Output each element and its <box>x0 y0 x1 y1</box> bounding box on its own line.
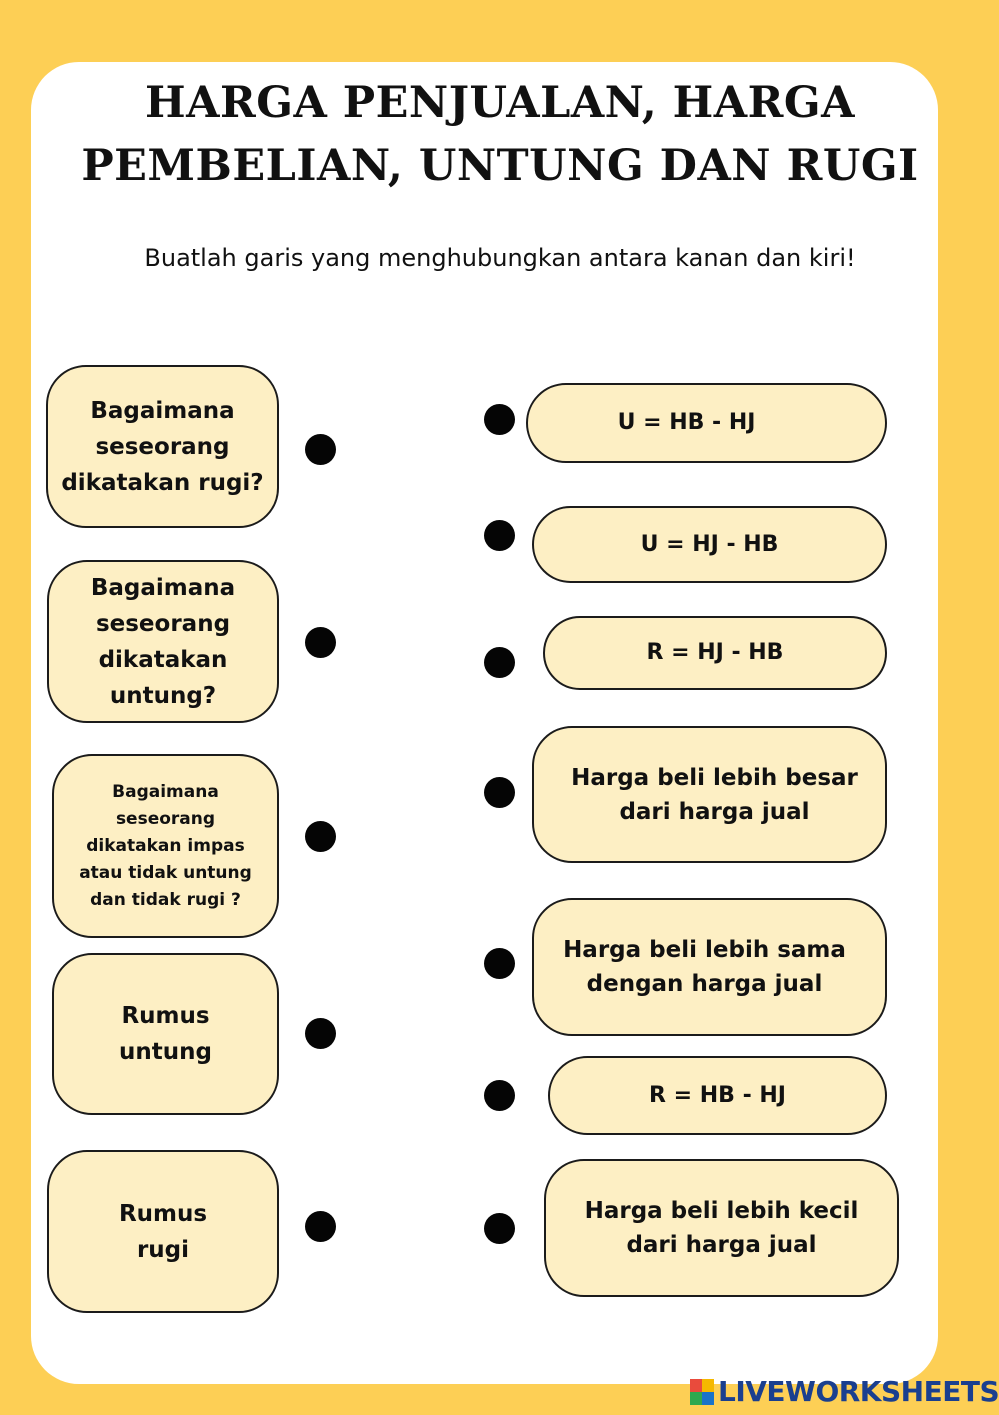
left-connector-dot[interactable] <box>305 434 336 465</box>
right-connector-dot[interactable] <box>484 647 515 678</box>
liveworksheets-logo-text: LIVEWORKSHEETS <box>718 1375 999 1408</box>
left-question-card: Bagaimana seseorang dikatakan rugi? <box>46 365 279 528</box>
left-connector-dot[interactable] <box>305 1018 336 1049</box>
right-connector-dot[interactable] <box>484 777 515 808</box>
liveworksheets-logo <box>690 1374 999 1410</box>
liveworksheets-logo-icon <box>690 1379 714 1405</box>
instruction-text: Buatlah garis yang menghubungkan antara kanan dan kiri! <box>144 244 856 272</box>
right-connector-dot[interactable] <box>484 404 515 435</box>
right-answer-card: R = HJ - HB <box>543 616 887 690</box>
right-connector-dot[interactable] <box>484 520 515 551</box>
left-question-card: Bagaimana seseorang dikatakan untung? <box>47 560 279 723</box>
left-question-card: Rumus untung <box>52 953 279 1115</box>
left-connector-dot[interactable] <box>305 821 336 852</box>
right-answer-card: U = HB - HJ <box>526 383 887 463</box>
right-connector-dot[interactable] <box>484 1080 515 1111</box>
right-answer-card: Harga beli lebih sama dengan harga jual <box>532 898 887 1036</box>
worksheet-title: HARGA PENJUALAN, HARGA PEMBELIAN, UNTUNG DAN RUGI <box>81 78 919 191</box>
right-answer-card: U = HJ - HB <box>532 506 887 583</box>
left-connector-dot[interactable] <box>305 1211 336 1242</box>
right-connector-dot[interactable] <box>484 1213 515 1244</box>
right-connector-dot[interactable] <box>484 948 515 979</box>
right-answer-card: Harga beli lebih kecil dari harga jual <box>544 1159 899 1297</box>
right-answer-card: R = HB - HJ <box>548 1056 887 1135</box>
left-question-card: Rumus rugi <box>47 1150 279 1313</box>
left-connector-dot[interactable] <box>305 627 336 658</box>
right-answer-card: Harga beli lebih besar dari harga jual <box>532 726 887 863</box>
left-question-card: Bagaimana seseorang dikatakan impas atau tidak untung dan tidak rugi ? <box>52 754 279 938</box>
